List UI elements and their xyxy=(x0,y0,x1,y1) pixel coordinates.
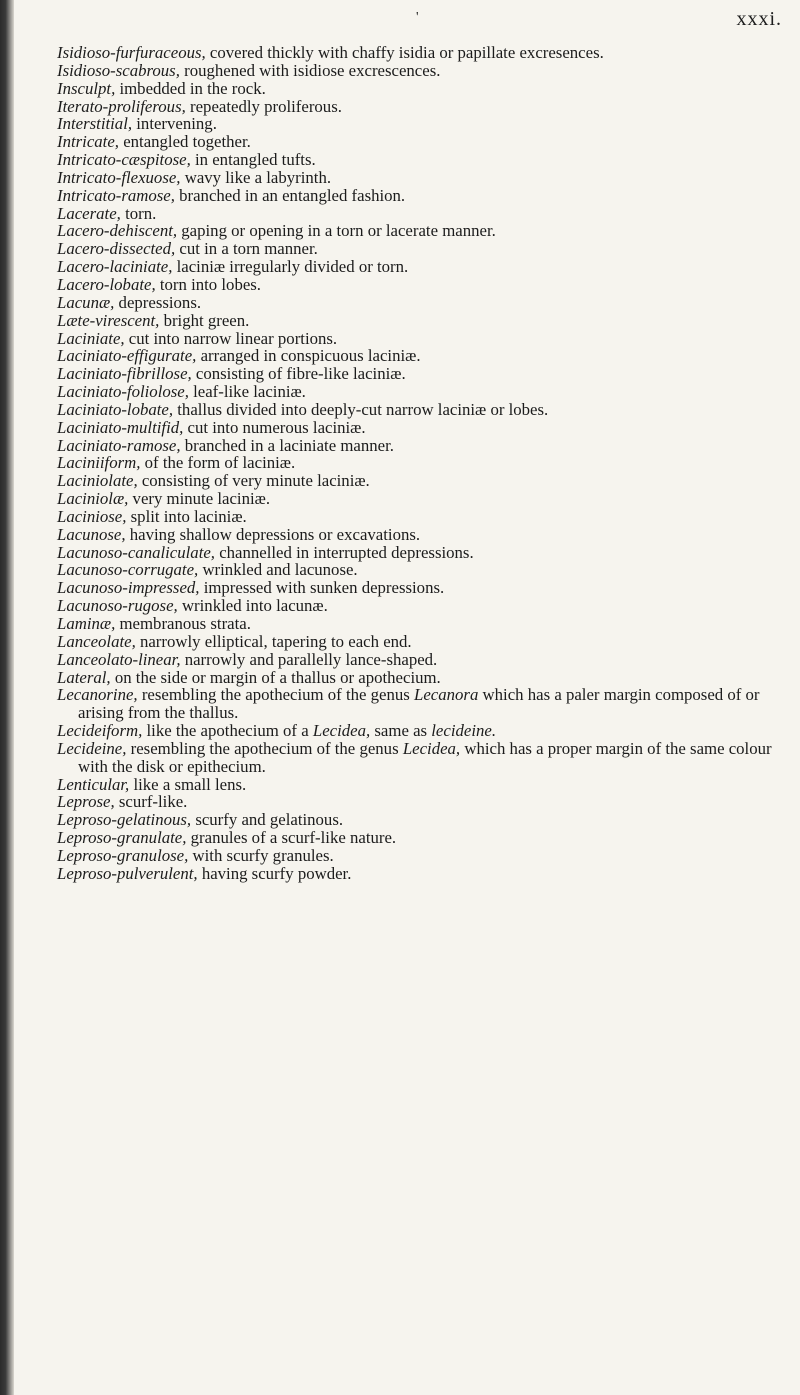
entry-definition: laciniæ irregularly divided or torn. xyxy=(176,257,409,277)
glossary-entry xyxy=(57,865,783,883)
entry-term: Leproso-gelatinous, xyxy=(57,810,192,830)
entry-definition: of the form of laciniæ. xyxy=(144,453,296,473)
glossary-entry xyxy=(57,561,783,579)
glossary-entry xyxy=(57,205,783,223)
glossary-entry xyxy=(57,811,783,829)
entry-term: Laciniiform, xyxy=(57,453,141,473)
entry-definition: like the apothecium of a xyxy=(146,721,309,741)
entry-term: Lacunoso-impressed, xyxy=(57,578,200,598)
glossary-entry xyxy=(57,651,783,669)
glossary-entry xyxy=(57,276,783,294)
entry-definition: split into laciniæ. xyxy=(130,506,247,526)
entry-genus-name: Lecidea, xyxy=(312,721,371,741)
entry-term: Laciniato-fibrillose, xyxy=(57,364,192,384)
entry-definition: depressions. xyxy=(118,292,202,312)
entry-term: Laciniato-ramose, xyxy=(57,435,181,455)
entry-definition: cut into narrow linear portions. xyxy=(128,328,338,348)
entry-definition: imbedded in the rock. xyxy=(119,78,266,98)
entry-term: Intricato-cæspitose, xyxy=(57,150,191,170)
entry-definition: impressed with sunken depressions. xyxy=(203,578,445,598)
entry-definition: gaping or opening in a torn or lacerate manner. xyxy=(181,221,496,241)
entry-term: Lecanorine, xyxy=(57,685,138,705)
entry-definition: granules of a scurf-like nature. xyxy=(190,828,397,848)
entry-definition: narrowly and parallelly lance-shaped. xyxy=(184,649,438,669)
glossary-entry xyxy=(57,740,783,776)
entry-definition: like a small lens. xyxy=(133,774,247,794)
entry-definition: leaf-like laciniæ. xyxy=(193,382,306,402)
glossary-entry xyxy=(57,829,783,847)
entry-definition: thallus divided into deeply-cut narrow laciniæ or lobes. xyxy=(177,399,549,419)
glossary-entry xyxy=(57,508,783,526)
entry-term: Iterato-proliferous, xyxy=(57,96,186,116)
entry-term: Lacunose, xyxy=(57,524,126,544)
entry-definition: narrowly elliptical, tapering to each end. xyxy=(139,631,412,651)
entry-definition: branched in an entangled fashion. xyxy=(179,185,406,205)
entry-term: Leproso-pulverulent, xyxy=(57,863,198,883)
entry-term: Lecideiform, xyxy=(57,721,143,741)
glossary-entry xyxy=(57,187,783,205)
entry-term: Intricato-flexuose, xyxy=(57,167,181,187)
glossary-entry xyxy=(57,669,783,687)
glossary-entry xyxy=(57,240,783,258)
entry-term: Laciniato-effigurate, xyxy=(57,346,197,366)
entry-definition: wrinkled and lacunose. xyxy=(202,560,358,580)
page-number: xxxi. xyxy=(736,8,782,30)
entry-genus-name: Lecidea, xyxy=(402,738,461,758)
glossary-entry xyxy=(57,419,783,437)
entry-definition: scurfy and gelatinous. xyxy=(195,810,344,830)
glossary-entry xyxy=(57,776,783,794)
entry-definition: consisting of very minute laciniæ. xyxy=(141,471,370,491)
glossary-entry xyxy=(57,722,783,740)
glossary-entry xyxy=(57,365,783,383)
entry-definition: torn. xyxy=(125,203,157,223)
entry-term: Lecideine, xyxy=(57,738,127,758)
entry-definition: torn into lobes. xyxy=(159,274,262,294)
entry-term: Laciniato-lobate, xyxy=(57,399,174,419)
entry-definition: covered thickly with chaffy isidia or papillate excresences. xyxy=(209,43,604,62)
glossary-entry xyxy=(57,222,783,240)
entry-definition: having scurfy powder. xyxy=(201,863,352,883)
glossary-entry xyxy=(57,472,783,490)
glossary-entry xyxy=(57,401,783,419)
entry-term: Lacero-dissected, xyxy=(57,239,176,259)
entry-term: Laciniato-multifid, xyxy=(57,417,184,437)
entry-term: Intricate, xyxy=(57,132,119,152)
entry-term: Leprose, xyxy=(57,792,115,812)
entry-term: Lateral, xyxy=(57,667,111,687)
glossary-entry xyxy=(57,151,783,169)
glossary-entry xyxy=(57,633,783,651)
glossary-entry xyxy=(57,579,783,597)
entry-term: Leproso-granulose, xyxy=(57,845,189,865)
entry-term: Lacero-lobate, xyxy=(57,274,156,294)
entry-term: Lacunoso-rugose, xyxy=(57,596,178,616)
entry-definition: bright green. xyxy=(163,310,250,330)
glossary-entry xyxy=(57,80,783,98)
glossary-entry xyxy=(57,686,783,722)
entry-term: Lacunoso-corrugate, xyxy=(57,560,199,580)
entry-definition: having shallow depressions or excavations. xyxy=(129,524,421,544)
entry-genus-name: Lecanora xyxy=(414,685,479,705)
entry-term: Isidioso-furfuraceous, xyxy=(57,43,206,62)
entry-term: Lacerate, xyxy=(57,203,121,223)
entry-definition: consisting of fibre-like laciniæ. xyxy=(195,364,406,384)
glossary-entry xyxy=(57,44,783,62)
entry-term: Laciniose, xyxy=(57,506,127,526)
entry-term: Lanceolato-linear, xyxy=(57,649,181,669)
glossary-entry xyxy=(57,312,783,330)
entry-definition: resembling the apothecium of the genus xyxy=(130,738,399,758)
entry-term: Lanceolate, xyxy=(57,631,136,651)
glossary-entry xyxy=(57,330,783,348)
glossary-entry xyxy=(57,383,783,401)
entry-term: Laciniolæ, xyxy=(57,489,129,509)
glossary-entry xyxy=(57,115,783,133)
entry-definition: channelled in interrupted depressions. xyxy=(219,542,474,562)
entry-term: Lacero-laciniate, xyxy=(57,257,173,277)
glossary-entry xyxy=(57,294,783,312)
glossary-entry xyxy=(57,490,783,508)
glossary-entry xyxy=(57,793,783,811)
entry-term: Laminæ, xyxy=(57,614,116,633)
entry-term: Intricato-ramose, xyxy=(57,185,175,205)
glossary-entry xyxy=(57,437,783,455)
entry-term: Isidioso-scabrous, xyxy=(57,60,180,80)
entry-term: Lacunoso-canaliculate, xyxy=(57,542,215,562)
glossary-entry xyxy=(57,98,783,116)
entry-term: Læte-virescent, xyxy=(57,310,160,330)
glossary-entry xyxy=(57,454,783,472)
entry-definition: entangled together. xyxy=(123,132,251,152)
glossary-entry xyxy=(57,347,783,365)
glossary-list xyxy=(57,44,783,883)
entry-term: Leproso-granulate, xyxy=(57,828,187,848)
entry-term: Laciniolate, xyxy=(57,471,138,491)
entry-definition: branched in a laciniate manner. xyxy=(184,435,394,455)
glossary-entry xyxy=(57,258,783,276)
entry-definition: resembling the apothecium of the genus xyxy=(141,685,410,705)
entry-definition: with scurfy granules. xyxy=(192,845,334,865)
entry-definition: wavy like a labyrinth. xyxy=(184,167,332,187)
entry-definition: scurf-like. xyxy=(118,792,188,812)
entry-definition: on the side or margin of a thallus or apothecium. xyxy=(114,667,441,687)
glossary-entry xyxy=(57,169,783,187)
entry-definition: very minute laciniæ. xyxy=(132,489,271,509)
entry-definition: in entangled tufts. xyxy=(194,150,316,170)
entry-term: Interstitial, xyxy=(57,114,133,134)
entry-definition: membranous strata. xyxy=(119,614,251,633)
entry-definition: wrinkled into lacunæ. xyxy=(181,596,328,616)
entry-term: Lenticular, xyxy=(57,774,130,794)
entry-definition: intervening. xyxy=(136,114,217,134)
entry-term: Lacero-dehiscent, xyxy=(57,221,178,241)
entry-term: Laciniate, xyxy=(57,328,125,348)
entry-term: Laciniato-foliolose, xyxy=(57,382,189,402)
entry-definition: repeatedly proliferous. xyxy=(190,96,342,116)
entry-cross-reference: lecideine. xyxy=(431,721,497,741)
entry-definition: roughened with isidiose excrescences. xyxy=(184,60,441,80)
printer-mark: ' xyxy=(416,10,419,25)
entry-definition-tail: which has a proper margin of the same colour with the disk or epithecium. xyxy=(78,738,772,776)
entry-definition-tail: which has a paler margin composed of or arising from the thallus. xyxy=(78,685,760,723)
glossary-entry xyxy=(57,847,783,865)
glossary-entry xyxy=(57,526,783,544)
entry-definition: arranged in conspicuous laciniæ. xyxy=(200,346,421,366)
glossary-entry xyxy=(57,544,783,562)
glossary-entry xyxy=(57,615,783,633)
glossary-entry xyxy=(57,133,783,151)
glossary-entry xyxy=(57,597,783,615)
entry-term: Insculpt, xyxy=(57,78,116,98)
entry-definition-tail: same as xyxy=(374,721,428,741)
entry-term: Lacunæ, xyxy=(57,292,115,312)
glossary-entry xyxy=(57,62,783,80)
page-binding-edge xyxy=(0,0,14,1395)
entry-definition: cut in a torn manner. xyxy=(179,239,318,259)
entry-definition: cut into numerous laciniæ. xyxy=(187,417,366,437)
